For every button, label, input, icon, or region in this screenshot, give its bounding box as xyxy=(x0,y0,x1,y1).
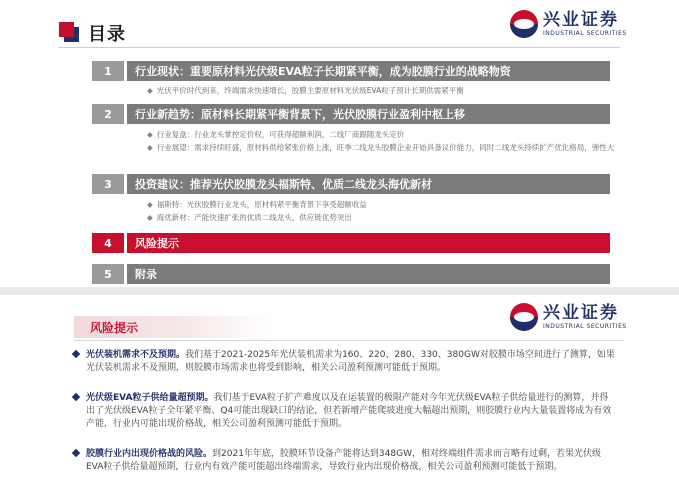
logo-mark-icon xyxy=(510,303,538,331)
risk-body: 我们基于2021-2025年光伏装机需求为160、220、280、330、380GW对胶膜市场空间进行了测算，如果光伏装机需求不及预期，则胶膜市场需求也将受到影响，相关公司盈利预测可能低于预期。 xyxy=(86,350,615,373)
toc-label: 附录 xyxy=(127,264,610,284)
bullet-diamond-icon: ◆ xyxy=(147,130,153,139)
toc-sub-2 xyxy=(147,130,617,153)
risk-paragraph-3 xyxy=(86,448,616,474)
toc-number: 3 xyxy=(92,174,124,194)
toc-label: 行业现状：重要原材料光伏级EVA粒子长期紧平衡，成为胶膜行业的战略物资 xyxy=(127,61,610,81)
toc-sub-3 xyxy=(147,200,617,223)
bullet-diamond-icon xyxy=(72,350,80,358)
toc-sub-text: 海优新材：产能快速扩张的优质二线龙头，供应链优势突出 xyxy=(156,213,352,222)
toc-title: 目录 xyxy=(88,24,126,45)
toc-number: 2 xyxy=(92,104,124,124)
risk-heading: 光伏级EVA粒子供给量超预期。 xyxy=(86,393,214,403)
logo-chinese-name: 兴业证券 xyxy=(543,303,619,323)
bullet-diamond-icon: ◆ xyxy=(147,200,153,209)
header-rule xyxy=(58,47,620,48)
toc-number: 1 xyxy=(92,61,124,81)
risk-paragraph-2 xyxy=(86,392,616,431)
bullet-diamond-icon xyxy=(72,393,80,401)
toc-sub-text: 光伏平价时代到来，终端需求快速增长，胶膜主要原材料光伏级EVA粒子预计长期供需紧平衡 xyxy=(156,86,464,95)
bullet-diamond-icon: ◆ xyxy=(147,143,153,152)
company-logo-top xyxy=(510,4,627,44)
toc-sub-text: 福斯特：光伏胶膜行业龙头，原材料紧平衡背景下享受超额收益 xyxy=(156,200,367,209)
toc-row-3[interactable] xyxy=(92,174,610,194)
company-logo-bottom xyxy=(510,297,627,337)
toc-label: 风险提示 xyxy=(127,233,610,253)
risk-heading: 光伏装机需求不及预期。 xyxy=(86,350,186,360)
toc-icon-front xyxy=(59,22,74,37)
toc-sub-text: 行业展望：需求持续旺盛，原材料供给紧张价格上涨，旺季二线龙头胶膜企业开始具备议价能力，同时二线龙头持续扩产优化格局，弹性大 xyxy=(156,143,615,152)
risk-body: 到2021年年底，胶膜环节设备产能将达到348GW，相对终端组件需求而言略有过剩，若果光伏级EVA粒子供给量超预期，行业内有效产能可能超出终端需求，导致行业内出现价格战，相关公司盈利预测可能低于预期。 xyxy=(86,449,601,472)
logo-english-name: INDUSTRIAL SECURITIES xyxy=(543,30,627,37)
logo-english-name: INDUSTRIAL SECURITIES xyxy=(543,323,627,330)
toc-row-2[interactable] xyxy=(92,104,610,124)
toc-label: 投资建议：推荐光伏胶膜龙头福斯特、优质二线龙头海优新材 xyxy=(127,174,610,194)
toc-sub-1 xyxy=(147,86,617,96)
risk-title: 风险提示 xyxy=(90,321,139,335)
toc-row-1[interactable] xyxy=(92,61,610,81)
page-divider xyxy=(0,287,679,295)
logo-mark-icon xyxy=(510,10,538,38)
bullet-diamond-icon: ◆ xyxy=(147,213,153,222)
toc-number: 4 xyxy=(92,233,124,253)
risk-body: 我们基于EVA粒子扩产难度以及在运装置的极限产能对今年光伏级EVA粒子供给量进行的测算，并得出了光伏级EVA粒子全年紧平衡、Q4可能出现缺口的结论，但若新增产能爬坡进度大幅超出预期，则胶膜行业内大量装置将成为有效产能，行业内可能出现价格战，相关公司盈利预测可能低于预期。 xyxy=(86,393,612,429)
logo-chinese-name: 兴业证券 xyxy=(543,10,619,30)
toc-number: 5 xyxy=(92,264,124,284)
risk-heading: 胶膜行业内出现价格战的风险。 xyxy=(86,449,213,459)
toc-row-4-active[interactable] xyxy=(92,233,610,253)
bullet-diamond-icon xyxy=(72,449,80,457)
risk-rule xyxy=(74,340,624,341)
toc-row-5[interactable] xyxy=(92,264,610,284)
toc-label: 行业新趋势：原材料长期紧平衡背景下，光伏胶膜行业盈利中枢上移 xyxy=(127,104,610,124)
risk-paragraph-1 xyxy=(86,349,616,375)
toc-sub-text: 行业复盘：行业龙头掌控定价权，可获得超额利润，二线厂商跟随龙头定价 xyxy=(156,130,405,139)
bullet-diamond-icon: ◆ xyxy=(147,86,153,95)
